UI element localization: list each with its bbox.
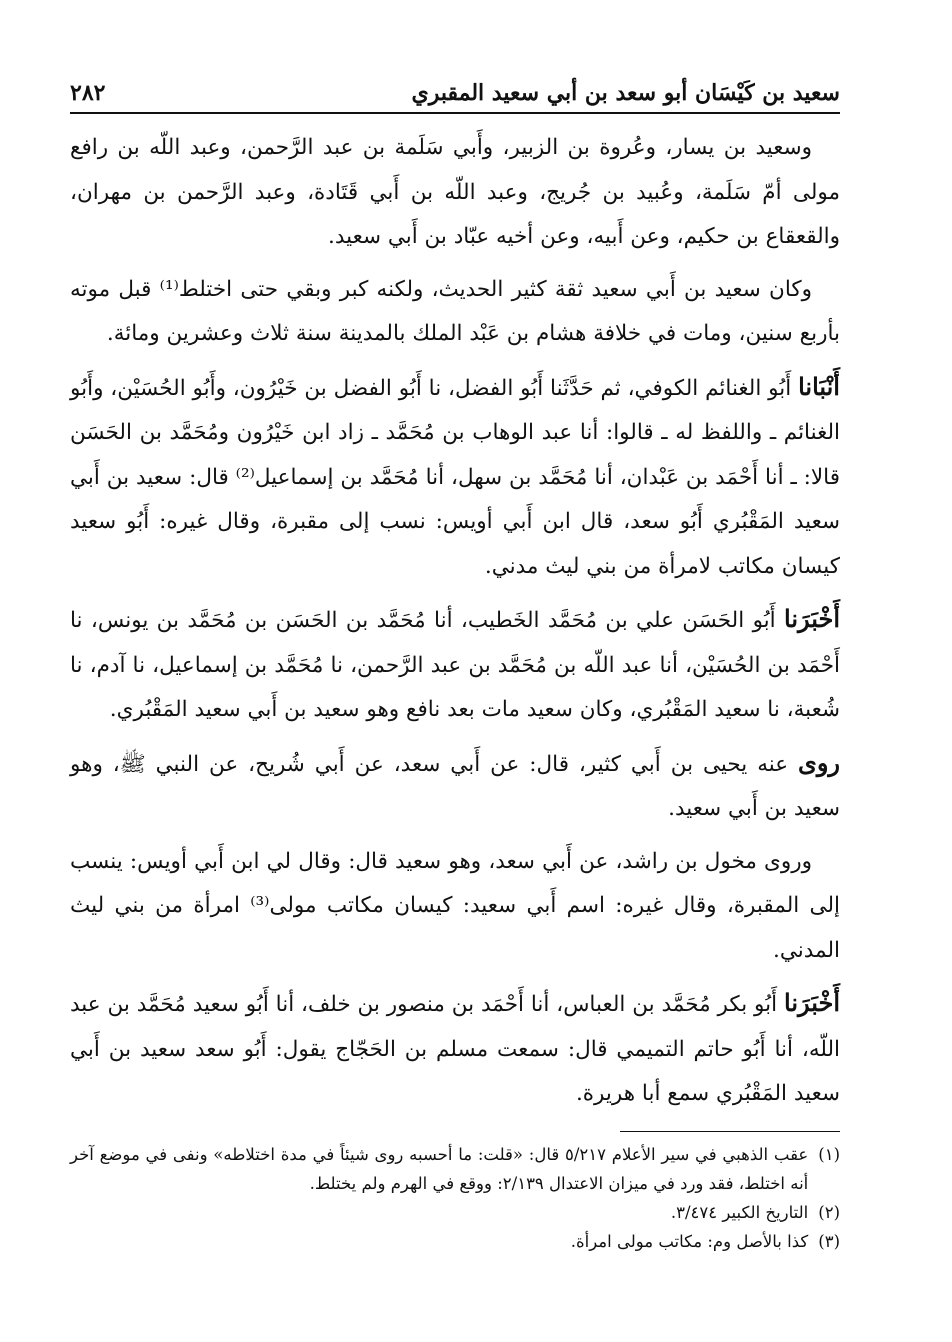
paragraph-text: عنه يحيى بن أَبي كثير، قال: عن أَبي سعد، عن أَبي شُريح، عن النبي ﷺ، وهو سعيد بن أَبي سعيد. [70, 751, 840, 821]
paragraph [70, 981, 840, 1117]
paragraph [70, 597, 840, 733]
footnote-number: (٢) [818, 1202, 840, 1222]
footnote [70, 1140, 840, 1198]
footnote-text: عقب الذهبي في سير الأعلام ٥/٢١٧ قال: «قلت: ما أحسبه روى شيئاً في مدة اختلاطه» ونفى في موضع آخر أنه اختلط، فقد ورد في ميزان الاعتدال ٢/١٣٩: ووقع في الهرم ولم يختلط. [70, 1144, 809, 1193]
footnote [70, 1227, 840, 1256]
paragraph-lead-word: أَخْبَرَنا [784, 604, 840, 633]
paragraph-lead-word: أَنْبَانا [798, 371, 840, 401]
paragraph-text: أَبُو الحَسَن علي بن مُحَمَّد الخَطيب، أنا مُحَمَّد بن الحَسَن بن مُحَمَّد بن يونس، نا أَحْمَد بن الحُسَيْن، أنا عبد اللّه بن مُحَمَّد بن عبد الرَّحمن، نا مُحَمَّد بن إسماعيل، نا آدم، نا شُعبة، نا سعيد المَقْبُري، وكان سعيد مات بعد نافع وهو سعيد بن أَبي سعيد المَقْبُري. [70, 608, 840, 722]
paragraph [70, 840, 840, 974]
paragraph-text: وكان سعيد بن أَبي سعيد ثقة كثير الحديث، ولكنه كبر وبقي حتى اختلط⁽¹⁾ قبل موته بأربع سنين، ومات في خلافة هشام بن عَبْد الملك بالمدينة سنة ثلاث وعشرين ومائة. [70, 276, 840, 346]
paragraph [70, 741, 840, 832]
paragraph-lead-word: أَخْبَرَنا [784, 988, 841, 1017]
paragraph-lead-word: روى [798, 747, 840, 777]
footnote [70, 1198, 840, 1227]
paragraph [70, 268, 840, 357]
running-header [70, 60, 840, 114]
footnote-number: (١) [818, 1144, 840, 1164]
paragraph [70, 365, 840, 590]
footnote-number: (٣) [818, 1231, 840, 1251]
footnotes [70, 1140, 840, 1256]
page-number: ٢٨٢ [70, 80, 106, 106]
footnote-text: كذا بالأصل وم: مكاتب مولى امرأة. [570, 1231, 809, 1251]
paragraph [70, 126, 840, 260]
paragraph-text: أَبُو بكر مُحَمَّد بن العباس، أنا أَحْمَد بن منصور بن خلف، أنا أَبُو سعيد مُحَمَّد بن عبد اللّه، أنا أَبُو حاتم التميمي قال: سمعت مسلم بن الحَجّاج يقول: أَبُو سعد سعيد بن أَبي سعيد المَقْبُري سمع أبا هريرة. [70, 992, 840, 1106]
book-page [70, 60, 840, 1320]
main-text [70, 126, 840, 1117]
footnote-separator [620, 1131, 840, 1132]
paragraph-text: وسعيد بن يسار، وعُروة بن الزبير، وأَبي سَلَمة بن عبد الرَّحمن، وعبد اللّه بن رافع مولى أمّ سَلَمة، وعُبيد بن جُريج، وعبد اللّه بن أَبي قَتَادة، وعبد الرَّحمن بن مهران، والقعقاع بن حكيم، وعن أَبيه، وعن أخيه عبّاد بن أَبي سعيد. [70, 135, 840, 249]
paragraph-text: أَبُو الغنائم الكوفي، ثم حَدَّثَنا أَبُو الفضل، نا أَبُو الفضل بن خَيْرُون، وأَبُو الحُسَيْن، وأَبُو الغنائم ـ واللفظ له ـ قالوا: أنا عبد الوهاب بن مُحَمَّد ـ زاد ابن خَيْرُون ومُحَمَّد بن الحَسَن قالا: ـ أنا أَحْمَد بن عَبْدان، أنا مُحَمَّد بن سهل، أنا مُحَمَّد بن إسماعيل⁽²⁾ قال: سعيد بن أَبي سعيد المَقْبُري أَبُو سعد، قال ابن أَبي أويس: نسب إلى مقبرة، وقال غيره: أَبُو سعيد كيسان مكاتب لامرأة من بني ليث مدني. [70, 375, 840, 579]
footnote-text: التاريخ الكبير ٣/٤٧٤. [670, 1202, 809, 1222]
running-title: سعيد بن كَيْسَان أبو سعد بن أبي سعيد المقبري [411, 80, 840, 106]
paragraph-text: وروى مخول بن راشد، عن أَبي سعد، وهو سعيد قال: وقال لي ابن أَبي أويس: ينسب إلى المقبرة، وقال غيره: اسم أَبي سعيد: كيسان مكاتب مولى⁽³⁾ امرأة من بني ليث المدني. [70, 848, 840, 963]
